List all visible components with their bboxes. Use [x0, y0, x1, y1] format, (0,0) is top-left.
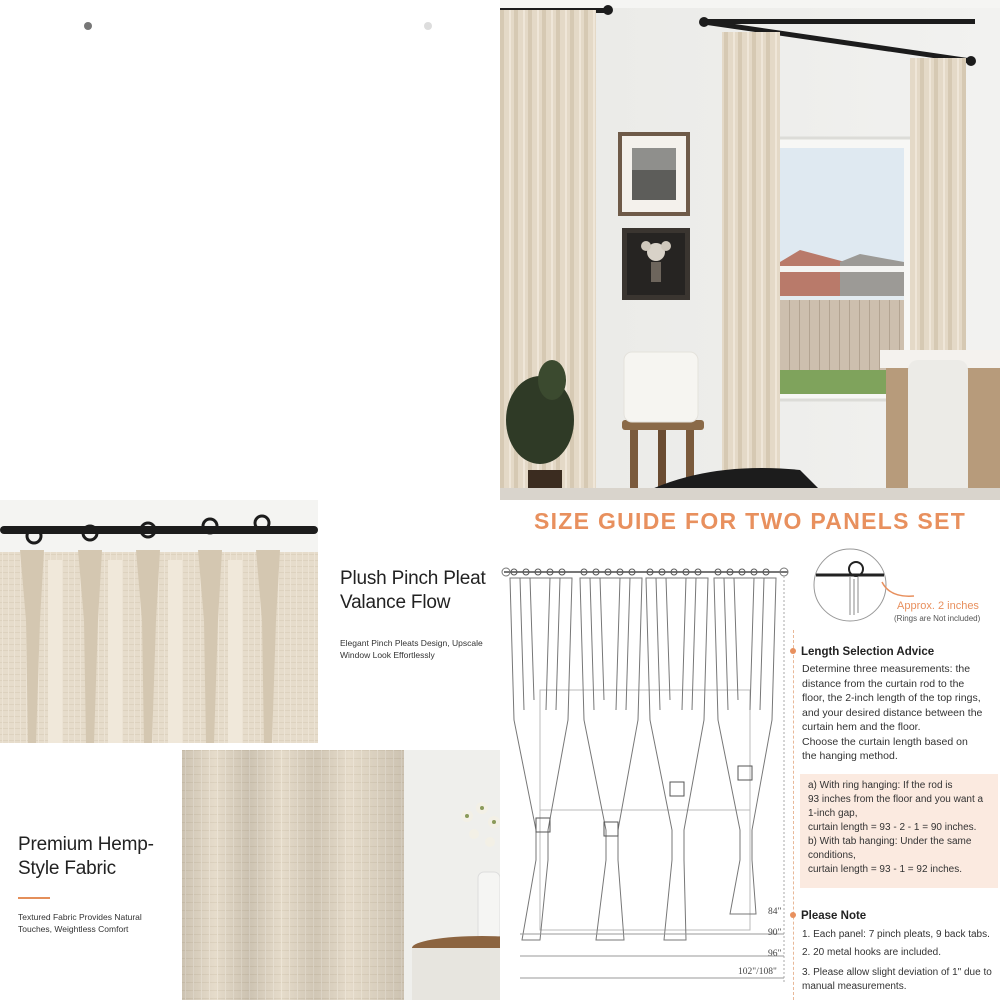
rod-fragment-graphic: [0, 0, 500, 500]
pleat-subtitle-line1: Elegant Pinch Pleats Design, Upscale: [340, 638, 483, 648]
example-line: curtain length = 93 - 2 - 1 = 90 inches.: [808, 822, 977, 833]
pleat-title-line2: Valance Flow: [340, 592, 451, 613]
fabric-text-block: [18, 833, 154, 935]
note-line: 1. Each panel: 7 pinch pleats, 9 back tabs.: [802, 929, 990, 940]
ring-callout-graphic: [810, 545, 890, 625]
length-advice-body: [802, 662, 1000, 764]
length-advice-heading-row: [790, 642, 934, 660]
advice-line: Determine three measurements: the: [802, 663, 971, 675]
example-line: conditions,: [808, 850, 856, 861]
note-line: 3. Please allow slight deviation of 1" due to: [802, 967, 992, 978]
guide-divider: [793, 630, 794, 1000]
advice-line: distance from the curtain rod to the: [802, 677, 965, 690]
please-note-heading-row: [790, 906, 866, 924]
length-advice-heading: Length Selection Advice: [801, 646, 935, 658]
ring-approx-text: Approx. 2 inches: [897, 600, 979, 612]
length-label-96: 96": [768, 949, 782, 959]
length-label-102-108: 102"/108": [738, 967, 777, 977]
bullet-dot-icon: [790, 648, 796, 654]
example-line: 93 inches from the floor and you want a: [808, 794, 984, 805]
advice-line: curtain hem and the floor.: [802, 721, 921, 733]
fabric-divider: [18, 897, 50, 899]
example-line: 1-inch gap,: [808, 808, 858, 819]
bullet-dot-icon: [790, 912, 796, 918]
room-illustration: [500, 0, 1000, 500]
length-label-84: 84": [768, 907, 782, 917]
note-line: manual measurements.: [802, 981, 907, 992]
size-guide-panel: [500, 500, 1000, 1000]
advice-line: Choose the curtain length based on: [802, 735, 968, 748]
fabric-title-line2: Style Fabric: [18, 858, 116, 879]
size-guide-title: SIZE GUIDE FOR TWO PANELS SET: [533, 508, 967, 534]
blank-panel: [0, 0, 500, 500]
pinch-pleat-image: [0, 500, 318, 743]
example-body: [808, 779, 998, 877]
example-line: curtain length = 93 - 1 = 92 inches.: [808, 864, 962, 875]
rings-note-text: (Rings are Not included): [894, 614, 981, 623]
example-line: a) With ring hanging: If the rod is: [808, 780, 953, 791]
fabric-subtitle-line2: Touches, Weightless Comfort: [18, 924, 129, 934]
room-photo: [500, 0, 1000, 500]
advice-line: floor, the 2-inch length of the top rings,: [802, 692, 981, 704]
curtain-diagram: [500, 560, 790, 1000]
note-line: 2. 20 metal hooks are included.: [802, 947, 941, 958]
length-label-90: 90": [768, 928, 782, 938]
please-note-body: [802, 926, 1000, 994]
feature-panel: [0, 500, 500, 1000]
example-line: b) With tab hanging: Under the same: [808, 836, 972, 847]
pleat-title-line1: Plush Pinch Pleat: [340, 568, 486, 589]
pleat-text-block: [340, 567, 486, 661]
advice-line: the hanging method.: [802, 750, 898, 762]
fabric-subtitle-line1: Textured Fabric Provides Natural: [18, 912, 142, 922]
fabric-image: [182, 750, 500, 1000]
pleat-subtitle-line2: Window Look Effortlessly: [340, 650, 435, 660]
please-note-heading: Please Note: [801, 910, 867, 922]
fabric-title-line1: Premium Hemp-: [18, 834, 154, 855]
advice-line: and your desired distance between the: [802, 706, 983, 719]
